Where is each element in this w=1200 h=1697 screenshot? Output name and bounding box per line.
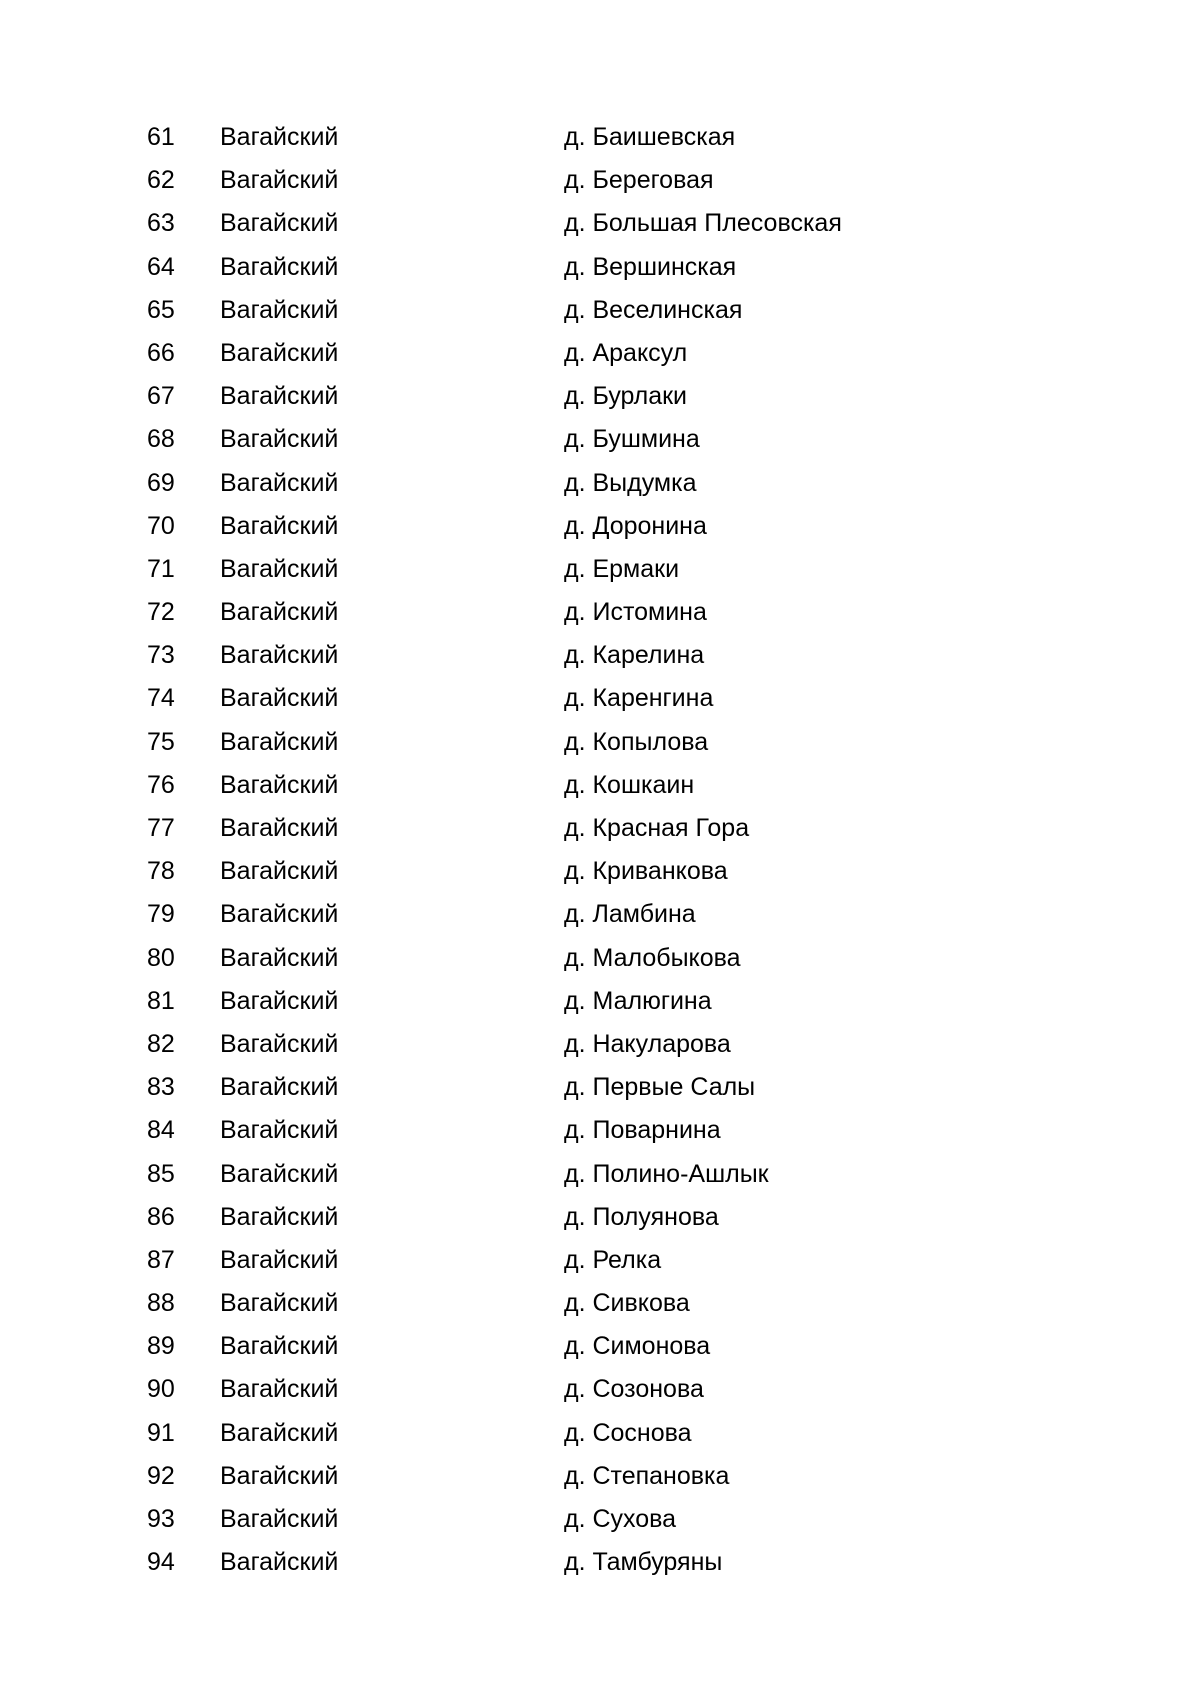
row-settlement: д. Созонова xyxy=(564,1375,704,1404)
row-number: 80 xyxy=(147,943,175,972)
row-number: 64 xyxy=(147,252,175,281)
row-number: 65 xyxy=(147,295,175,324)
row-settlement: д. Соснова xyxy=(564,1418,692,1447)
row-settlement: д. Первые Салы xyxy=(564,1073,756,1102)
list-row xyxy=(0,937,1200,980)
row-settlement: д. Бушмина xyxy=(564,425,700,454)
list-row xyxy=(0,1412,1200,1455)
list-row xyxy=(0,1325,1200,1368)
row-settlement: д. Сухова xyxy=(564,1505,677,1533)
row-number: 84 xyxy=(147,1116,175,1145)
list-row xyxy=(0,807,1200,850)
list-row xyxy=(0,591,1200,634)
row-district: Вагайский xyxy=(220,1461,339,1490)
list-row xyxy=(0,332,1200,375)
row-number: 62 xyxy=(147,166,175,195)
list-row xyxy=(0,246,1200,289)
row-number: 61 xyxy=(147,123,175,151)
row-settlement: д. Полино-Ашлык xyxy=(564,1159,769,1188)
list-row xyxy=(0,1196,1200,1239)
row-settlement: д. Береговая xyxy=(564,166,714,195)
row-settlement: д. Араксул xyxy=(564,338,688,367)
row-number: 85 xyxy=(147,1159,175,1188)
row-district: Вагайский xyxy=(220,1159,339,1188)
row-district: Вагайский xyxy=(220,425,339,454)
row-number: 81 xyxy=(147,986,175,1015)
row-settlement: д. Малобыкова xyxy=(564,943,741,972)
row-district: Вагайский xyxy=(220,1505,339,1533)
row-number: 79 xyxy=(147,900,175,929)
row-district: Вагайский xyxy=(220,641,339,670)
row-number: 89 xyxy=(147,1332,175,1361)
row-number: 68 xyxy=(147,425,175,454)
row-district: Вагайский xyxy=(220,857,339,886)
list-row xyxy=(0,677,1200,720)
settlement-list xyxy=(0,116,1200,1584)
row-district: Вагайский xyxy=(220,1245,339,1274)
row-district: Вагайский xyxy=(220,468,339,497)
row-settlement: д. Степановка xyxy=(564,1461,730,1490)
row-number: 86 xyxy=(147,1202,175,1231)
list-row xyxy=(0,1498,1200,1541)
row-number: 93 xyxy=(147,1505,175,1533)
row-district: Вагайский xyxy=(220,382,339,411)
row-number: 88 xyxy=(147,1289,175,1318)
row-number: 92 xyxy=(147,1461,175,1490)
row-district: Вагайский xyxy=(220,1332,339,1361)
list-row xyxy=(0,1455,1200,1498)
row-district: Вагайский xyxy=(220,295,339,324)
row-district: Вагайский xyxy=(220,209,339,238)
row-number: 70 xyxy=(147,511,175,540)
row-number: 78 xyxy=(147,857,175,886)
row-settlement: д. Ламбина xyxy=(564,900,696,929)
list-row xyxy=(0,1541,1200,1584)
row-settlement: д. Бурлаки xyxy=(564,382,687,411)
list-row xyxy=(0,1023,1200,1066)
row-district: Вагайский xyxy=(220,1202,339,1231)
row-number: 83 xyxy=(147,1073,175,1102)
row-number: 73 xyxy=(147,641,175,670)
row-number: 87 xyxy=(147,1245,175,1274)
row-number: 94 xyxy=(147,1548,175,1577)
row-settlement: д. Симонова xyxy=(564,1332,711,1361)
row-number: 63 xyxy=(147,209,175,238)
list-row xyxy=(0,1239,1200,1282)
row-district: Вагайский xyxy=(220,338,339,367)
list-row xyxy=(0,1368,1200,1411)
row-settlement: д. Истомина xyxy=(564,598,707,627)
list-row xyxy=(0,893,1200,936)
row-settlement: д. Криванкова xyxy=(564,857,728,886)
row-number: 72 xyxy=(147,598,175,627)
row-district: Вагайский xyxy=(220,166,339,195)
row-settlement: д. Полуянова xyxy=(564,1202,719,1231)
list-row xyxy=(0,375,1200,418)
row-number: 77 xyxy=(147,814,175,842)
list-row xyxy=(0,764,1200,807)
row-settlement: д. Карелина xyxy=(564,641,705,670)
row-settlement: д. Каренгина xyxy=(564,684,714,713)
list-row xyxy=(0,548,1200,591)
list-row xyxy=(0,1066,1200,1109)
row-settlement: д. Баишевская xyxy=(564,123,736,151)
row-settlement: д. Накуларова xyxy=(564,1029,731,1058)
row-district: Вагайский xyxy=(220,511,339,540)
list-row xyxy=(0,1109,1200,1152)
row-district: Вагайский xyxy=(220,1375,339,1404)
list-row xyxy=(0,418,1200,461)
row-number: 69 xyxy=(147,468,175,497)
row-district: Вагайский xyxy=(220,900,339,929)
row-district: Вагайский xyxy=(220,252,339,281)
list-row xyxy=(0,721,1200,764)
row-settlement: д. Малюгина xyxy=(564,986,712,1015)
row-district: Вагайский xyxy=(220,727,339,756)
row-settlement: д. Сивкова xyxy=(564,1289,690,1318)
row-settlement: д. Ермаки xyxy=(564,554,680,583)
row-number: 76 xyxy=(147,770,175,799)
row-number: 91 xyxy=(147,1418,175,1447)
row-number: 74 xyxy=(147,684,175,713)
row-district: Вагайский xyxy=(220,770,339,799)
row-settlement: д. Релка xyxy=(564,1245,662,1274)
row-district: Вагайский xyxy=(220,986,339,1015)
list-row xyxy=(0,634,1200,677)
row-settlement: д. Веселинская xyxy=(564,295,743,324)
list-row xyxy=(0,202,1200,245)
list-row xyxy=(0,462,1200,505)
row-district: Вагайский xyxy=(220,1073,339,1102)
row-district: Вагайский xyxy=(220,1289,339,1318)
row-number: 90 xyxy=(147,1375,175,1404)
row-settlement: д. Тамбуряны xyxy=(564,1548,723,1577)
row-settlement: д. Копылова xyxy=(564,727,709,756)
row-district: Вагайский xyxy=(220,684,339,713)
row-settlement: д. Вершинская xyxy=(564,252,737,281)
row-district: Вагайский xyxy=(220,943,339,972)
row-district: Вагайский xyxy=(220,1029,339,1058)
list-row xyxy=(0,289,1200,332)
list-row xyxy=(0,1282,1200,1325)
row-settlement: д. Поварнина xyxy=(564,1116,721,1145)
row-number: 75 xyxy=(147,727,175,756)
row-number: 71 xyxy=(147,554,175,583)
row-settlement: д. Кошкаин xyxy=(564,770,695,799)
list-row xyxy=(0,159,1200,202)
list-row xyxy=(0,850,1200,893)
row-number: 82 xyxy=(147,1029,175,1058)
list-row xyxy=(0,980,1200,1023)
row-district: Вагайский xyxy=(220,1548,339,1577)
row-settlement: д. Красная Гора xyxy=(564,814,750,842)
list-row xyxy=(0,505,1200,548)
row-settlement: д. Доронина xyxy=(564,511,707,540)
row-settlement: д. Выдумка xyxy=(564,468,697,497)
row-district: Вагайский xyxy=(220,1418,339,1447)
row-number: 66 xyxy=(147,338,175,367)
row-district: Вагайский xyxy=(220,598,339,627)
row-district: Вагайский xyxy=(220,123,339,151)
list-row xyxy=(0,116,1200,159)
row-district: Вагайский xyxy=(220,554,339,583)
list-row xyxy=(0,1153,1200,1196)
row-district: Вагайский xyxy=(220,1116,339,1145)
row-district: Вагайский xyxy=(220,814,339,842)
row-number: 67 xyxy=(147,382,175,411)
row-settlement: д. Большая Плесовская xyxy=(564,209,842,238)
